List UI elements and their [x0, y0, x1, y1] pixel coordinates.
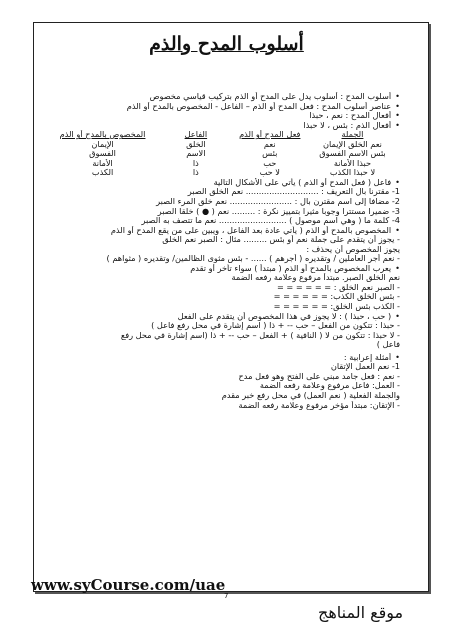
example-line: والجملة الفعلية ( نعم العمل) في محل رفع خبر مقدم [221, 390, 400, 400]
table-cell: الفسوق [89, 149, 116, 159]
rule-line: - يجوز أن يتقدم على جملة نعم أو بئس ......... مثال : الصبر نعم الخلق [162, 235, 400, 245]
habbadha-line: - لا حبذا : تتكون من لا ( النافية ) + الفعل – حب -- + ذا (اسم إشارة في محل رفع [120, 330, 400, 340]
subject-form-line: 4- كلمة ما ( وهي اسم موصول ) .......................... نعم ما تتصف به الصبر [141, 216, 400, 226]
table-cell: حبذا الأمانة [333, 158, 372, 168]
table-cell: نعم الخلق الإيمان [323, 139, 382, 149]
parsing-line: - الكذب بئس الخلق: = = = = = = [273, 302, 400, 312]
document-body [48, 92, 400, 410]
table-header: المخصوص بالمدح أو الذم [59, 130, 146, 140]
parsing-line: نعم الخلق الصبر. مبتدأ مرفوع وعلامة رفعه الضمة [231, 273, 400, 283]
table-header: الفاعل [184, 130, 208, 140]
examples-table [48, 130, 400, 178]
habbadha-heading: • ( حب ، حبذا ) : لا يجوز في هذا المخصوص أن يتقدم على الفعل [48, 312, 400, 322]
parsing-rule-heading: • يعرب المخصوص بالمدح أو الذم ( مبتدأ ) سواء تأخر أو تقدم [48, 264, 400, 274]
table-cell: الكذب [91, 168, 114, 178]
table-row [48, 168, 400, 178]
rule-line: - نعم أجر العاملين / وتقديره ( أجرهم ) ...... - بئس مثوى الظالمين/ وتقديره ( مثواهم ) [106, 254, 400, 264]
page-title: أسلوب المدح والذم [149, 33, 304, 55]
table-cell: الأمانة [92, 158, 113, 168]
subject-form-line: 1- مقترنا بال التعريف : ............................ نعم الخلق الصبر [187, 187, 400, 197]
parsing-line: - الصبر نعم الخلق : = = = = = = [276, 282, 400, 292]
subject-forms-heading: • فاعل ( فعل المدح أو الذم ) يأتي على الأشكال التالية [48, 178, 400, 188]
table-cell: الخلق [186, 139, 206, 149]
table-cell: بئس [262, 149, 278, 159]
table-cell: الاسم [186, 149, 206, 159]
footer-site-name: موقع المناهج [318, 603, 404, 622]
page-number: 7 [224, 592, 229, 600]
praise-verbs-line: • أفعال المدح : نعم ، حبذا [48, 111, 400, 121]
example-line: - العمل: فاعل مرفوع وعلامة رفعه الضمة [259, 381, 400, 391]
table-cell: لا حبذا الكذب [329, 168, 376, 178]
subject-form-line: 3- ضميرا مستترا وجوبا مثيرا بتمييز نكرة : ......... نعم ( ● ) خلقا الصبر [157, 206, 400, 216]
examples-heading: • أمثلة إعرابية : [48, 353, 400, 363]
habbadha-line: - حبذا : تتكون من الفعل – حب -- + ذا ( اسم إشارة في محل رفع فاعل ) [151, 321, 400, 331]
table-header-row [48, 130, 400, 140]
example-line: - نعم : فعل جامد مبني على الفتح وهو فعل مدح [238, 371, 400, 381]
blame-verbs-line: • أفعال الذم : بئس ، لا حبذا [48, 121, 400, 131]
specified-heading: • المخصوص بالمدح أو الذم ( يأتي عادة بعد الفاعل ، ويبين على من يقع المدح أو الذم [48, 226, 400, 236]
table-row [48, 149, 400, 159]
table-cell: الإيمان [91, 139, 114, 149]
definition-line: • أسلوب المدح : أسلوب يدل على المدح أو الذم بتركيب قياسي مخصوص [48, 92, 400, 102]
elements-line: • عناصر أسلوب المدح : فعل المدح أو الذم – الفاعل - المخصوص بالمدح أو الذم [48, 102, 400, 112]
table-cell: لا حب [259, 168, 280, 178]
table-cell: ذا [192, 158, 199, 168]
rule-line: يجوز المخصوص أن يحذف : [306, 244, 400, 254]
table-cell: نعم [263, 139, 276, 149]
table-header: الجملة [341, 130, 364, 140]
table-cell: بئس الاسم الفسوق [319, 149, 386, 159]
table-row [48, 159, 400, 169]
example-line: - الإتقان: مبتدأ مؤخر مرفوع وعلامة رفعه الضمة [238, 400, 400, 410]
table-header: فعل المدح أو الذم [239, 130, 301, 140]
table-row [48, 140, 400, 150]
habbadha-line: فاعل ) [376, 340, 400, 350]
subject-form-line: 2- مضافا إلى اسم مقترن بال : ........................ نعم خلق المرء الصبر [156, 197, 400, 207]
table-cell: ذا [192, 168, 199, 178]
footer-url: www.syCourse.com/uae [31, 576, 226, 594]
table-cell: حب [263, 158, 277, 168]
example-line: 1- نعم العمل الإتقان [330, 362, 400, 372]
parsing-line: - بئس الخلق الكذب: = = = = = = [273, 292, 400, 302]
